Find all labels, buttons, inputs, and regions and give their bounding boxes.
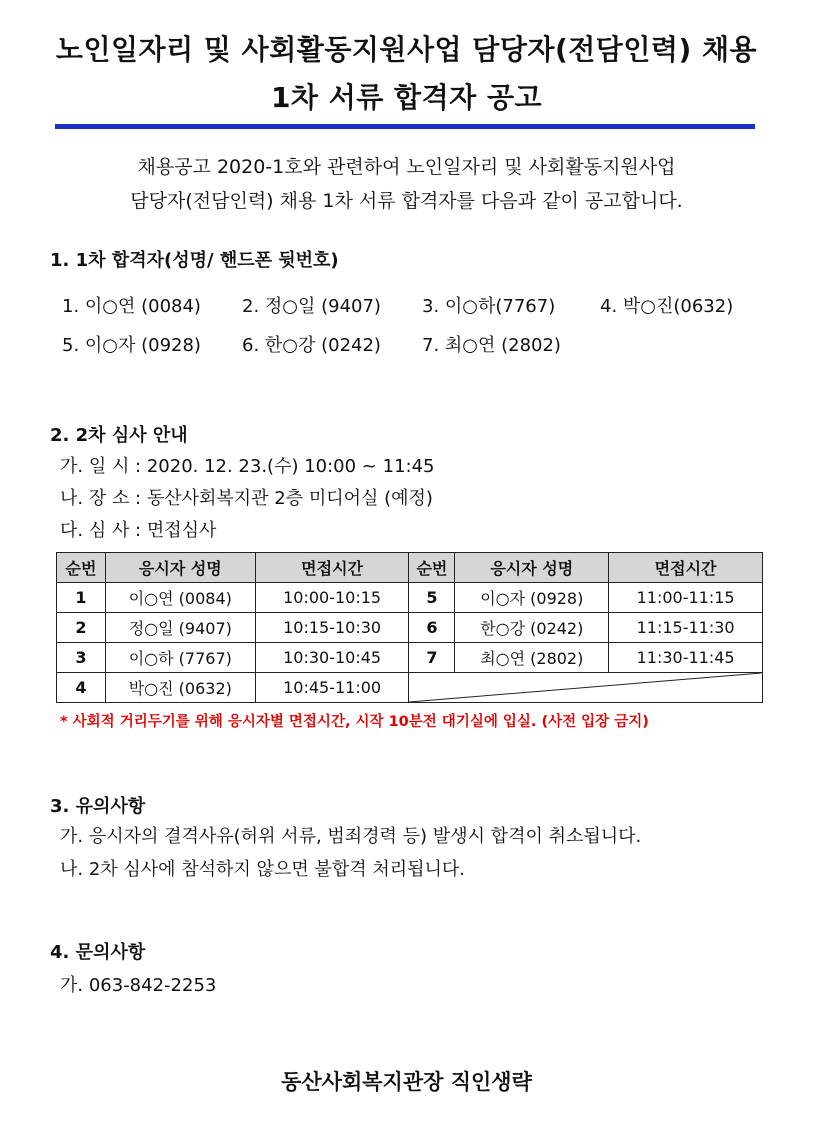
- intro-line-2: 담당자(전담인력) 채용 1차 서류 합격자를 다음과 같이 공고합니다.: [130, 190, 683, 212]
- cell-name: 이○하 (7767): [105, 643, 255, 673]
- cell-number: 1: [57, 583, 106, 613]
- cell-number: 5: [409, 583, 455, 613]
- distancing-note: * 사회적 거리두기를 위해 응시자별 면접시간, 시작 10분전 대기실에 입실. (사전 입장 금지): [60, 714, 649, 730]
- diagonal-line: [409, 673, 762, 702]
- header-name: 응시자 성명: [105, 553, 255, 583]
- header-time: 면접시간: [609, 553, 763, 583]
- interview-date: 가. 일 시 : 2020. 12. 23.(수) 10:00 ~ 11:45: [60, 456, 435, 477]
- table-header-row: [57, 553, 763, 583]
- cell-number: 4: [57, 673, 106, 703]
- header-number: 순번: [57, 553, 106, 583]
- cell-time: 11:15-11:30: [609, 613, 763, 643]
- caution-item: 가. 응시자의 결격사유(허위 서류, 범죄경력 등) 발생시 합격이 취소됩니다.: [60, 826, 642, 847]
- table-row: [57, 613, 763, 643]
- cell-time: 11:00-11:15: [609, 583, 763, 613]
- cell-number: 7: [409, 643, 455, 673]
- page-subtitle: 1차 서류 합격자 공고: [270, 81, 543, 114]
- page-title: 노인일자리 및 사회활동지원사업 담당자(전담인력) 채용: [55, 33, 758, 66]
- interview-place: 나. 장 소 : 동산사회복지관 2층 미디어실 (예정): [60, 488, 433, 509]
- passer-item: 7. 최○연 (2802): [422, 335, 561, 356]
- section-1-heading: 1. 1차 합격자(성명/ 핸드폰 뒷번호): [50, 250, 339, 271]
- passer-item: 4. 박○진(0632): [600, 296, 734, 317]
- passer-item: 6. 한○강 (0242): [242, 335, 381, 356]
- cell-time: 11:30-11:45: [609, 643, 763, 673]
- cell-time: 10:30-10:45: [255, 643, 409, 673]
- cell-number: 2: [57, 613, 106, 643]
- passer-item: 5. 이○자 (0928): [62, 335, 201, 356]
- passer-item: 3. 이○하(7767): [422, 296, 556, 317]
- cell-number: 3: [57, 643, 106, 673]
- interview-schedule-table: [56, 552, 763, 703]
- passer-item: 2. 정○일 (9407): [242, 296, 381, 317]
- header-number: 순번: [409, 553, 455, 583]
- empty-cell-slash: [409, 673, 763, 703]
- contact-phone: 가. 063-842-2253: [60, 975, 217, 996]
- title-divider: [55, 124, 755, 129]
- table-row: [57, 673, 763, 703]
- cell-name: 정○일 (9407): [105, 613, 255, 643]
- section-3-heading: 3. 유의사항: [50, 796, 146, 817]
- signature: 동산사회복지관장 직인생략: [281, 1070, 532, 1094]
- cell-name: 이○자 (0928): [455, 583, 609, 613]
- cell-time: 10:00-10:15: [255, 583, 409, 613]
- section-4-heading: 4. 문의사항: [50, 942, 146, 963]
- table-row: [57, 583, 763, 613]
- interview-type: 다. 심 사 : 면접심사: [60, 520, 217, 541]
- header-name: 응시자 성명: [455, 553, 609, 583]
- cell-name: 박○진 (0632): [105, 673, 255, 703]
- cell-name: 최○연 (2802): [455, 643, 609, 673]
- cell-name: 이○연 (0084): [105, 583, 255, 613]
- caution-item: 나. 2차 심사에 참석하지 않으면 불합격 처리됩니다.: [60, 859, 465, 880]
- table-row: [57, 643, 763, 673]
- cell-number: 6: [409, 613, 455, 643]
- section-2-heading: 2. 2차 심사 안내: [50, 425, 188, 446]
- cell-time: 10:15-10:30: [255, 613, 409, 643]
- intro-line-1: 채용공고 2020-1호와 관련하여 노인일자리 및 사회활동지원사업: [137, 156, 676, 178]
- passer-item: 1. 이○연 (0084): [62, 296, 201, 317]
- cell-time: 10:45-11:00: [255, 673, 409, 703]
- cell-name: 한○강 (0242): [455, 613, 609, 643]
- header-time: 면접시간: [255, 553, 409, 583]
